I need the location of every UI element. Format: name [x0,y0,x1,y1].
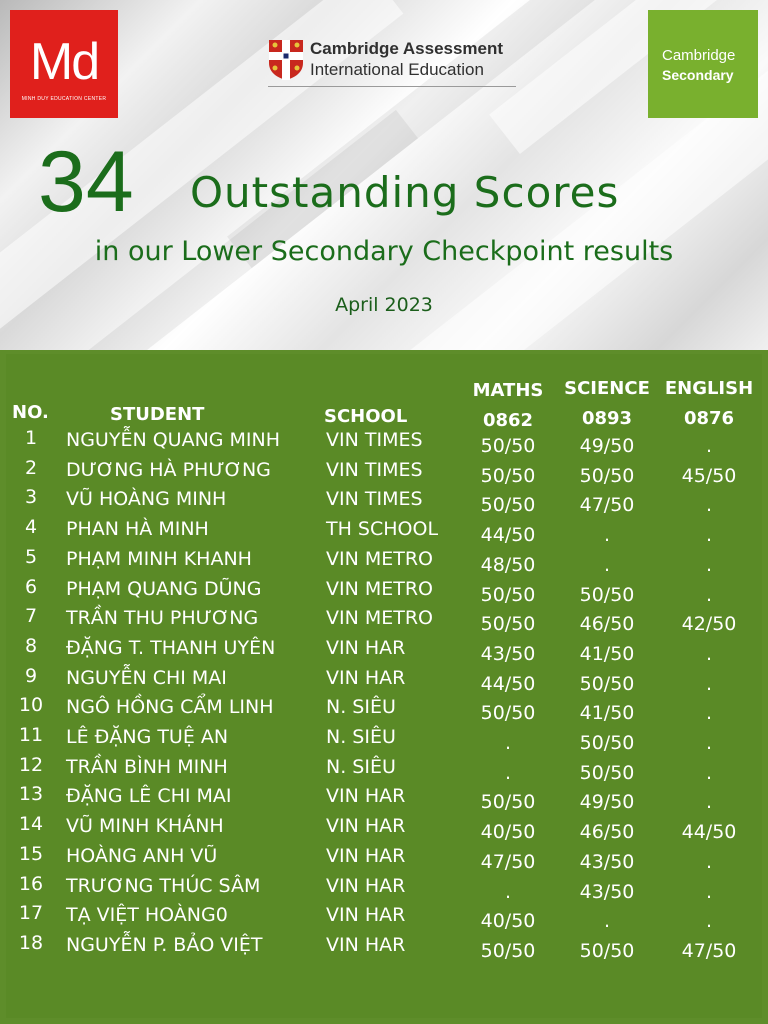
row-number: 10 [18,694,44,717]
science-score: 50/50 [579,583,635,606]
english-score: . [705,672,713,695]
school-name: VIN HAR [326,933,406,956]
student-name: ĐẶNG T. THANH UYÊN [66,636,276,659]
header-no: NO. [12,402,49,423]
table-row [0,427,768,457]
row-number: 16 [18,872,44,895]
row-number: 2 [24,456,38,479]
row-number: 12 [18,753,44,776]
results-panel [0,350,768,1024]
cambridge-divider [268,86,516,87]
row-number: 17 [18,902,44,925]
maths-score: 50/50 [480,791,536,814]
student-name: LÊ ĐẶNG TUỆ AN [66,726,229,748]
maths-score: 50/50 [480,583,536,606]
header-science [559,374,655,434]
english-score: 47/50 [681,939,737,962]
school-name: VIN TIMES [326,429,423,451]
maths-score: 50/50 [480,435,536,457]
header-science-label: SCIENCE [564,378,650,399]
student-name: VŨ HOÀNG MINH [66,488,227,511]
cambridge-line1: Cambridge Assessment [310,39,504,58]
md-logo-mark: Md [29,33,99,91]
science-score: 49/50 [579,435,635,457]
cambridge-crest-icon [268,39,304,81]
school-name: VIN HAR [326,636,406,659]
table-row [0,457,768,487]
row-number: 4 [24,516,38,539]
table-row [0,665,768,695]
science-score: 43/50 [579,880,635,903]
english-score: . [705,910,713,933]
science-score: 50/50 [579,672,635,695]
school-name: VIN HAR [326,904,406,927]
maths-score: 50/50 [480,464,536,487]
maths-score: 43/50 [480,642,536,665]
student-name: TRƯƠNG THÚC SÂM [66,874,261,897]
table-row [0,932,768,962]
table-row [0,902,768,932]
row-number: 11 [18,724,44,746]
school-name: VIN HAR [326,785,406,808]
badge-line2: Secondary [662,67,734,83]
science-score: 46/50 [579,613,635,636]
science-score: 41/50 [579,642,635,665]
school-name: VIN HAR [326,844,406,867]
cambridge-line2: International Education [310,60,484,79]
student-name: DƯƠNG HÀ PHƯƠNG [66,458,271,481]
english-score: 44/50 [681,821,737,844]
science-score: . [603,524,611,547]
science-score: 47/50 [579,494,635,517]
row-number: 5 [24,545,38,568]
header-student: STUDENT [110,404,205,425]
badge-line1: Cambridge [662,47,736,64]
school-name: VIN TIMES [326,458,423,481]
row-number: 13 [18,783,44,806]
row-number: 8 [24,634,38,657]
english-score: . [705,732,713,754]
maths-score: 50/50 [480,702,536,725]
science-score: . [603,910,611,933]
table-row [0,546,768,576]
school-name: VIN TIMES [326,488,423,511]
school-name: VIN HAR [326,874,406,897]
school-name: VIN HAR [326,815,406,838]
english-score: . [705,494,713,517]
english-score: 42/50 [681,613,737,636]
header-english-label: ENGLISH [664,378,754,399]
table-row [0,605,768,635]
headline-number: 34 [38,134,134,230]
school-name: N. SIÊU [326,755,396,778]
header-science-code: 0893 [581,408,633,429]
table-row [0,694,768,724]
school-name: VIN METRO [326,577,434,600]
header-english-code: 0876 [683,408,735,429]
school-name: VIN HAR [326,666,406,689]
row-number: 15 [18,842,44,865]
maths-score: 50/50 [480,494,536,517]
header-maths-code: 0862 [482,410,534,431]
table-row [0,724,768,754]
english-score: . [705,880,713,903]
maths-score: 50/50 [480,613,536,636]
student-name: TẠ VIỆT HOÀNG0 [66,904,228,927]
school-name: N. SIÊU [326,726,396,748]
school-name: VIN METRO [326,547,434,570]
maths-score: 50/50 [480,939,536,962]
student-name: NGÔ HỒNG CẨM LINH [66,696,274,719]
headline-subtitle: in our Lower Secondary Checkpoint results [94,236,674,267]
headline-title: Outstanding Scores [190,168,620,217]
maths-score: . [504,732,512,754]
science-score: 49/50 [579,791,635,814]
table-row [0,576,768,606]
student-name: TRẦN THU PHƯƠNG [66,607,259,630]
table-row [0,783,768,813]
maths-score: 40/50 [480,821,536,844]
md-logo-subtitle: MINH DUY EDUCATION CENTER [21,96,107,102]
row-number: 14 [18,813,44,836]
table-row [0,635,768,665]
school-name: N. SIÊU [326,696,396,719]
maths-score: 47/50 [480,850,536,873]
table-row [0,843,768,873]
row-number: 3 [24,486,38,509]
maths-score: 40/50 [480,910,536,933]
student-name: PHAN HÀ MINH [66,518,209,541]
maths-score: . [504,761,512,784]
maths-score: 44/50 [480,524,536,547]
student-name: HOÀNG ANH VŨ [66,844,218,867]
student-name: NGUYỄN P. BẢO VIỆT [66,933,263,956]
science-score: 46/50 [579,821,635,844]
school-name: VIN METRO [326,607,434,630]
md-logo [10,10,118,118]
maths-score: 44/50 [480,672,536,695]
student-name: VŨ MINH KHÁNH [66,815,224,838]
science-score: 50/50 [579,732,635,754]
english-score: . [705,850,713,873]
science-score: 50/50 [579,939,635,962]
cambridge-secondary-badge [648,10,758,118]
english-score: . [705,791,713,814]
headline-date: April 2023 [335,294,433,316]
header-maths-label: MATHS [472,380,544,401]
table-row [0,873,768,903]
english-score: . [705,524,713,547]
table-row [0,486,768,516]
row-number: 1 [24,427,38,449]
student-name: TRẦN BÌNH MINH [66,755,228,778]
row-number: 9 [24,664,38,687]
header-school: SCHOOL [324,406,408,427]
row-number: 7 [24,605,38,628]
science-score: 50/50 [579,464,635,487]
maths-score: 48/50 [480,553,536,576]
maths-score: . [504,880,512,903]
header-english [661,374,757,434]
english-score: . [705,761,713,784]
student-name: ĐẶNG LÊ CHI MAI [66,785,232,808]
english-score: . [705,642,713,665]
cambridge-assessment-logo [268,39,518,91]
hero-background [0,0,768,350]
student-name: NGUYỄN CHI MAI [66,666,227,689]
table-row [0,516,768,546]
science-score: . [603,553,611,576]
english-score: . [705,583,713,606]
row-number: 18 [18,931,44,954]
english-score: 45/50 [681,464,737,487]
science-score: 41/50 [579,702,635,725]
row-number: 6 [24,575,38,598]
science-score: 43/50 [579,850,635,873]
student-name: NGUYỄN QUANG MINH [66,429,281,451]
english-score: . [705,553,713,576]
table-row [0,754,768,784]
school-name: TH SCHOOL [326,518,439,541]
english-score: . [705,702,713,725]
science-score: 50/50 [579,761,635,784]
english-score: . [705,435,713,457]
table-row [0,813,768,843]
student-name: PHẠM MINH KHANH [66,547,252,570]
student-name: PHẠM QUANG DŨNG [66,577,262,600]
